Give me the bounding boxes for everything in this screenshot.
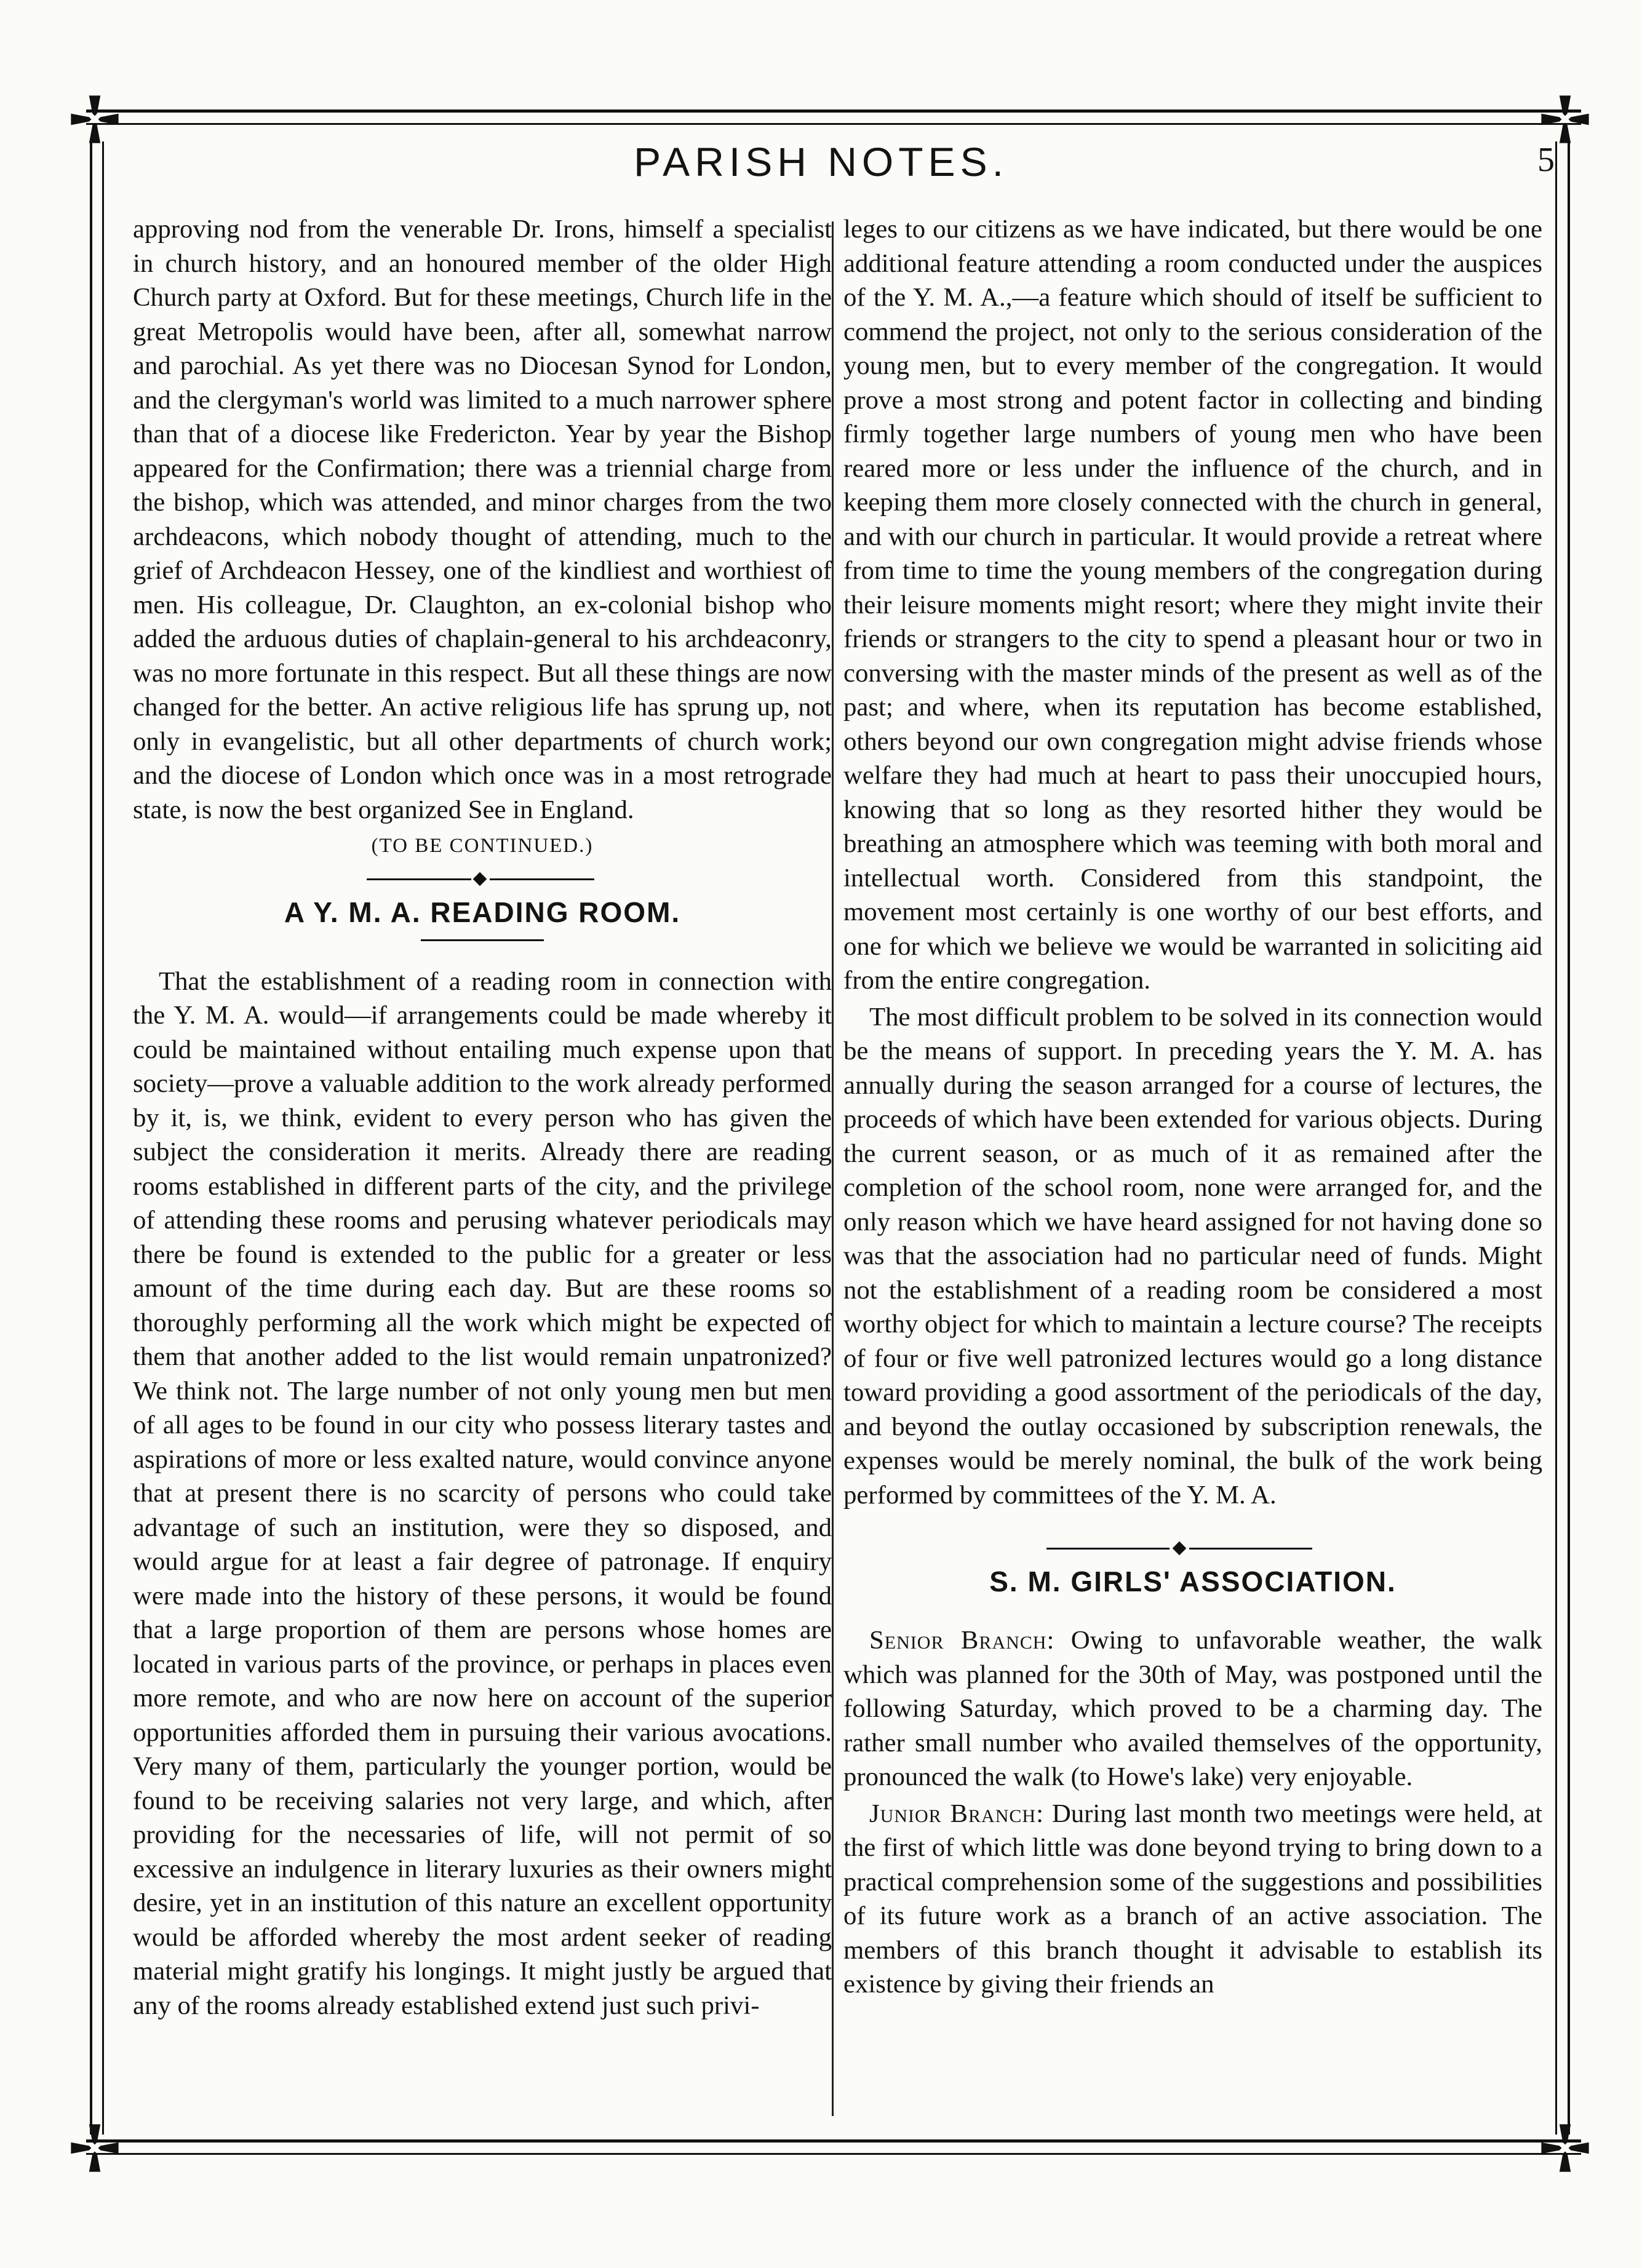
junior-branch-label: Junior Branch: bbox=[869, 1799, 1044, 1828]
corner-cross-icon-bottom-right bbox=[1537, 2120, 1593, 2176]
section-divider-ornament bbox=[133, 867, 832, 891]
corner-cross-icon-bottom-left bbox=[66, 2120, 123, 2176]
top-border-rule bbox=[86, 109, 1581, 113]
left-border-rule bbox=[90, 141, 92, 2135]
reading-room-paragraph: That the establishment of a reading room in connection with the Y. M. A. would—if arrangements could be made whereby it could be maintained without entailing much expense upon that society—prove a valuable addition to the work already performed by it, is, we think, evident to every person who has given the subject the consideration it merits. Already there are reading rooms established in different parts of the city, and the privilege of attending these rooms and perusing whatever periodicals may there be found is extended to the public for a greater or less amount of the time during each day. But are these rooms so thoroughly performing all the work which might be expected of them that another added to the list would remain unpatronized? We think not. The large number of not only young men but men of all ages to be found in our city who possess literary tastes and aspirations of more or less exalted nature, would convince anyone that at present there is no scarcity of persons who could take advantage of such an institution, were they so disposed, and would argue for at least a fair degree of patronage. If enquiry were made into the history of these persons, it would be found that a large proportion of them are persons whose homes are located in various parts of the province, or perhaps in places even more remote, and who are now here on account of the superior opportunities afforded them in pursuing their various avocations. Very many of them, particularly the younger portion, would be found to be receiving salaries not very large, and which, after providing for the necessaries of life, will not permit of so excessive an indulgence in literary luxuries as their owners might desire, yet in an institution of this nature an excellent opportunity would be afforded whereby the most ardent seeker of reading material might gratify his longings. It might justly be argued that any of the rooms already established extend just such privi- bbox=[133, 966, 832, 2020]
senior-branch-label: Senior Branch: bbox=[869, 1626, 1055, 1655]
to-be-continued-note: (TO BE CONTINUED.) bbox=[371, 835, 594, 857]
left-column bbox=[133, 212, 832, 2025]
right-border-rule bbox=[1568, 141, 1570, 2135]
section-divider-ornament bbox=[843, 1537, 1542, 1560]
right-border-rule-inner bbox=[1555, 141, 1557, 2135]
junior-branch-paragraph bbox=[843, 1797, 1542, 2002]
junior-branch-text: During last month two meetings were held, at the first of which little was done beyond trying to bring down to a practical comprehension some of the suggestions and possibilities of its future work as a branch of an active association. The members of this branch thought it advisable to establish its existence by giving their friends an bbox=[843, 1799, 1542, 1999]
page-number: 5 bbox=[1537, 141, 1555, 179]
reading-room-continuation-paragraph: leges to our citizens as we have indicated, but there would be one additional feature attending a room conducted under the auspices of the Y. M. A.,—a feature which should of itself be sufficient to commend the project, not only to the serious consideration of the young men, but to every member of the congregation. It would prove a most strong and potent factor in collecting and binding firmly together large numbers of young men who have been reared more or less under the influence of the church, and in keeping them more closely connected with the church in general, and with our church in particular. It would provide a retreat where from time to time the young members of the congregation during their leisure moments might resort; where they might invite their friends or strangers to the city to spend a pleasant hour or two in conversing with the master minds of the present as well as of the past; and where, when its reputation has become established, others beyond our own congregation might advise friends whose welfare they had much at heart to pass their unoccupied hours, knowing that so long as they resorted hither they would be breathing an atmosphere which was teeming with both moral and intellectual worth. Considered from this standpoint, the movement most certainly is one worthy of our best efforts, and one for which we believe we would be warranted in soliciting aid from the entire congregation. bbox=[843, 215, 1542, 995]
girls-association-heading: S. M. GIRLS' ASSOCIATION. bbox=[989, 1566, 1397, 1598]
right-column bbox=[843, 212, 1542, 2004]
means-of-support-paragraph: The most difficult problem to be solved in its connection would be the means of support. In preceding years the Y. M. A. has annually during the season arranged for a course of lectures, the proceeds of which have been extended for various objects. During the current season, or as much of it as remained after the completion of the school room, none were arranged for, and the only reason which we have heard assigned for not having done so was that the association had no particular need of funds. Might not the establishment of a reading room be considered a most worthy object for which to maintain a lecture course? The receipts of four or five well patronized lectures would go a long distance toward providing a good assortment of the periodicals of the day, and beyond the outlay occasioned by subscription renewals, the expenses would be merely nominal, the bulk of the work being performed by committees of the Y. M. A. bbox=[843, 1002, 1542, 1510]
top-border-rule-inner bbox=[86, 123, 1581, 125]
bottom-border-rule-inner bbox=[86, 2153, 1581, 2155]
corner-cross-icon-top-right bbox=[1537, 91, 1593, 148]
continued-article-paragraph: approving nod from the venerable Dr. Irons, himself a specialist in church history, and an honoured member of the older High Church party at Oxford. But for these meetings, Church life in the great Metropolis would have been, after all, somewhat narrow and parochial. As yet there was no Diocesan Synod for London, and the clergyman's world was limited to a much narrower sphere than that of a diocese like Fredericton. Year by year the Bishop appeared for the Confirmation; there was a triennial charge from the bishop, which was attended, and minor charges from the two archdeacons, which nobody thought of attending, much to the grief of Archdeacon Hessey, one of the kindliest and worthiest of men. His colleague, Dr. Claughton, an ex-colonial bishop who added the arduous duties of chaplain-general to his archdeaconry, was no more fortunate in this respect. But all these things are now changed for the better. An active religious life has sprung up, not only in evangelistic, but all other departments of church work; and the diocese of London which once was in a most retrograde state, is now the best organized See in England. bbox=[133, 215, 832, 824]
senior-branch-paragraph bbox=[843, 1623, 1542, 1794]
column-divider bbox=[832, 221, 834, 2116]
page-title: PARISH NOTES. bbox=[634, 139, 1008, 185]
senior-branch-text: Owing to unfavorable weather, the walk which was planned for the 30th of May, was postponed until the following Saturday, which proved to be a charming day. The rather small number who availed themselves of the opportunity, pronounced the walk (to Howe's lake) very enjoyable. bbox=[843, 1626, 1542, 1792]
heading-underline bbox=[421, 939, 544, 941]
corner-cross-icon-top-left bbox=[66, 91, 123, 148]
reading-room-heading: A Y. M. A. READING ROOM. bbox=[284, 896, 681, 928]
left-border-rule-inner bbox=[102, 141, 104, 2135]
bottom-border-rule bbox=[86, 2139, 1581, 2143]
